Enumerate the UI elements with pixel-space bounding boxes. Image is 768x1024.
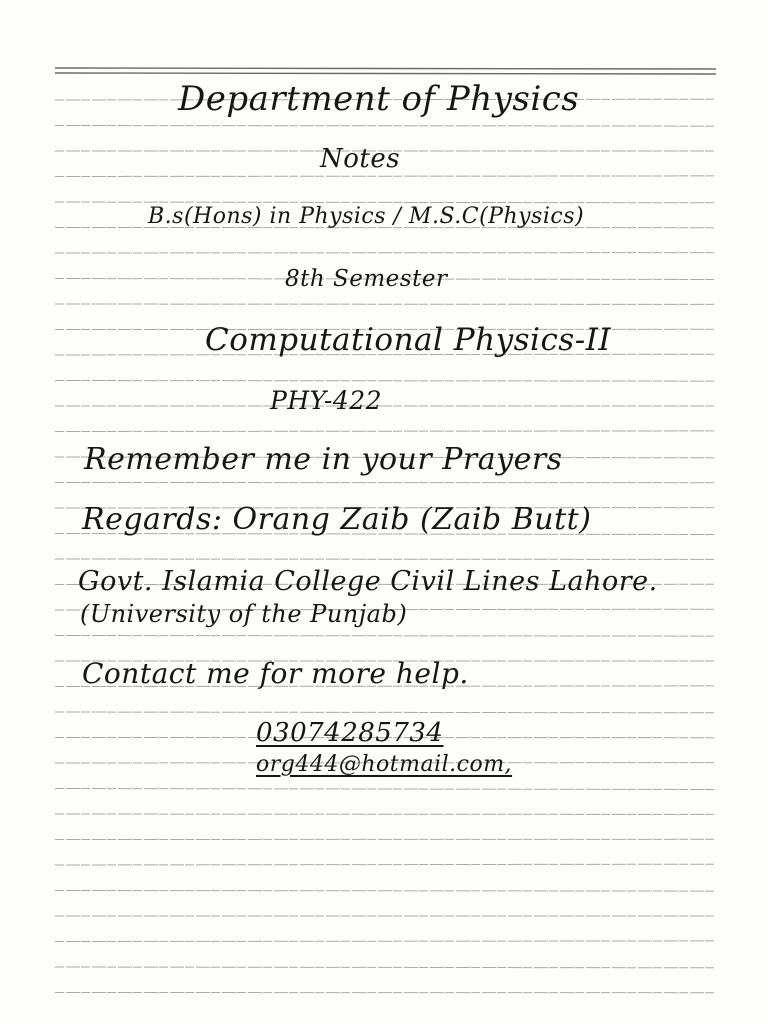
header-rule xyxy=(55,73,716,74)
regards-line: Regards: Orang Zaib (Zaib Butt) xyxy=(82,502,592,537)
college-line: Govt. Islamia College Civil Lines Lahore. xyxy=(78,566,658,597)
rule-line xyxy=(55,864,716,865)
rule-line xyxy=(55,789,716,790)
department-heading: Department of Physics xyxy=(178,79,580,119)
header-rule xyxy=(55,68,716,69)
remember-line: Remember me in your Prayers xyxy=(84,442,563,477)
course-code: PHY-422 xyxy=(270,386,383,415)
rule-line xyxy=(55,891,716,892)
phone-number: 03074285734 xyxy=(256,718,444,748)
rule-line xyxy=(55,202,716,203)
rule-line xyxy=(55,941,716,942)
semester-line: 8th Semester xyxy=(285,266,448,292)
rule-line xyxy=(55,967,716,968)
rule-line xyxy=(55,712,716,713)
program-line: B.s(Hons) in Physics / M.S.C(Physics) xyxy=(148,204,585,229)
rule-line xyxy=(55,636,716,637)
contact-line: Contact me for more help. xyxy=(82,657,469,690)
university-line: (University of the Punjab) xyxy=(80,600,408,628)
rule-line xyxy=(55,126,716,127)
rule-line xyxy=(55,381,716,382)
rule-line xyxy=(55,431,716,432)
notes-heading: Notes xyxy=(320,144,401,174)
rule-line xyxy=(55,176,716,177)
course-title: Computational Physics-II xyxy=(205,322,612,358)
email-address: org444@hotmail.com, xyxy=(256,752,513,777)
